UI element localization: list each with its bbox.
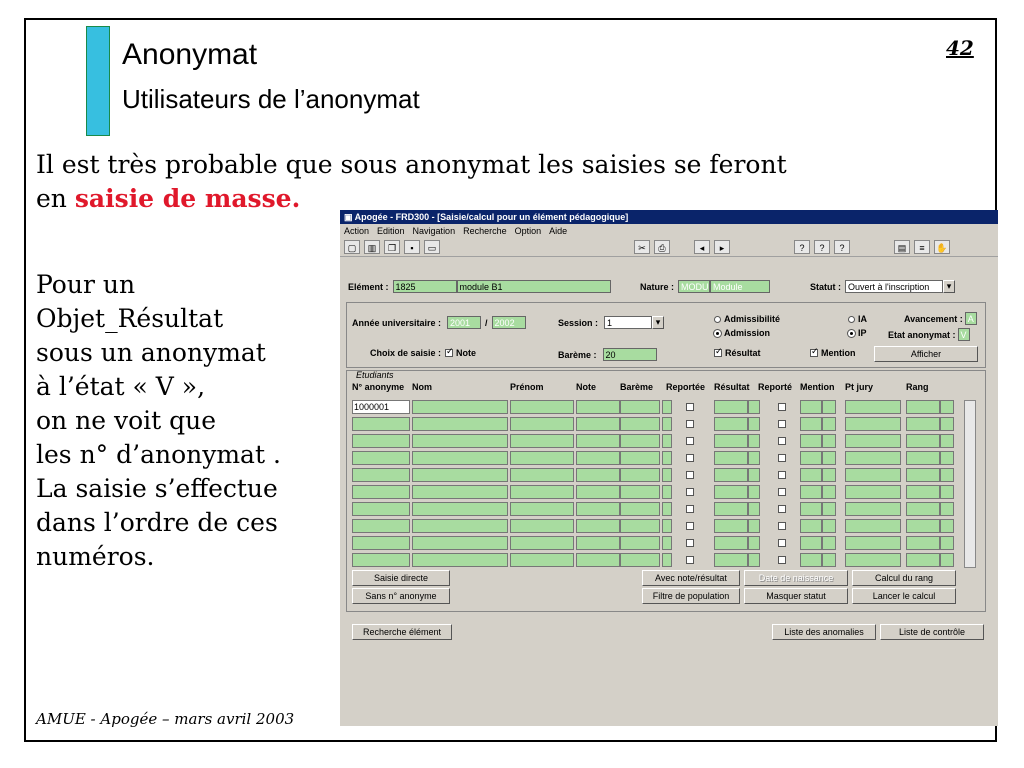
grid-cell[interactable] [940,553,954,567]
grid-cell[interactable] [576,485,620,499]
menu-navigation[interactable]: Navigation [412,226,456,236]
row-checkbox[interactable] [778,437,786,445]
grid-cell[interactable] [800,536,822,550]
grid-cell[interactable] [845,536,901,550]
grid-cell[interactable] [714,502,748,516]
grid-cell[interactable] [822,485,836,499]
grid-cell[interactable] [576,536,620,550]
grid-cell[interactable] [800,417,822,431]
grid-cell[interactable] [576,468,620,482]
grid-cell[interactable] [412,468,508,482]
grid-cell[interactable] [845,485,901,499]
radio-icon[interactable] [848,330,855,337]
grid-cell[interactable] [412,536,508,550]
grid-cell[interactable] [748,553,760,567]
grid-cell[interactable] [714,468,748,482]
grid-cell[interactable] [906,468,940,482]
nature-name-field: Module [710,280,770,293]
list-icon[interactable]: ≡ [914,240,930,254]
grid-cell[interactable] [822,468,836,482]
admission-option[interactable] [714,328,770,338]
grid-cell[interactable] [748,536,760,550]
liste-anomalies-button[interactable]: Liste des anomalies [772,624,876,640]
grid-cell[interactable] [620,468,660,482]
grid-cell[interactable] [940,468,954,482]
radio-icon[interactable] [848,316,855,323]
grid-cell[interactable] [620,400,660,414]
grid-cell[interactable] [352,417,410,431]
menu-recherche[interactable]: Recherche [463,226,507,236]
row-checkbox[interactable] [778,539,786,547]
bareme-field[interactable]: 20 [603,348,657,361]
grid-cell[interactable] [800,451,822,465]
help3-icon[interactable]: ? [834,240,850,254]
etudiants-label: Etudiants [356,370,394,380]
grid-cell[interactable] [800,434,822,448]
grid-cell[interactable] [510,485,574,499]
avancement-row [904,312,977,325]
body-line: dans l’ordre de ces [36,508,278,537]
radio-icon[interactable] [714,330,721,337]
ip-option[interactable] [848,328,867,338]
grid-cell[interactable] [662,434,672,448]
app-titlebar [340,210,998,224]
col-nom: Nom [412,382,432,392]
body-line: La saisie s’effectue [36,474,278,503]
grid-cell[interactable] [906,400,940,414]
save-icon[interactable]: ▪ [404,240,420,254]
grid-cell[interactable] [845,468,901,482]
row-checkbox[interactable] [686,522,694,530]
copy-icon[interactable]: ❐ [384,240,400,254]
grid-cell[interactable] [940,400,954,414]
body-line: on ne voit que [36,406,217,435]
grid-cell[interactable] [822,451,836,465]
col-resultat: Résultat [714,382,750,392]
grid-cell[interactable] [906,519,940,533]
checkbox-note[interactable] [445,349,453,357]
grid-cell[interactable] [510,468,574,482]
grid-cell[interactable] [822,400,836,414]
admission-label: Admission [724,328,771,338]
tools-icon[interactable]: ✂ [634,240,650,254]
grid-cell[interactable] [662,553,672,567]
grid-cell[interactable] [352,536,410,550]
admissibilite-option[interactable] [714,314,780,324]
grid-cell[interactable] [510,434,574,448]
grid-cell[interactable] [940,519,954,533]
grid-cell[interactable] [576,417,620,431]
menu-edition[interactable]: Edition [377,226,405,236]
grid-cell[interactable] [620,502,660,516]
row-checkbox[interactable] [686,539,694,547]
grid-cell[interactable] [352,485,410,499]
grid-cell[interactable] [940,536,954,550]
row-checkbox[interactable] [778,488,786,496]
grid-cell[interactable] [822,417,836,431]
help2-icon[interactable]: ? [814,240,830,254]
annee-label: Année universitaire : [352,317,442,328]
grid-cell[interactable] [906,417,940,431]
grid-cell[interactable] [510,417,574,431]
statut-label: Statut : [810,281,841,292]
grid-cell[interactable] [800,553,822,567]
menu-option[interactable]: Option [514,226,542,236]
col-anonyme: N° anonyme [352,382,405,392]
body-line: Pour un [36,270,136,299]
etat-field: V [958,328,970,341]
body-text [36,268,281,574]
session-label: Session : [558,317,599,328]
body-line: sous un anonymat [36,338,266,367]
grid-cell[interactable] [662,502,672,516]
row-checkbox[interactable] [686,420,694,428]
grid-cell[interactable] [510,502,574,516]
nature-code-field: MODU [678,280,710,293]
grid-cell[interactable] [714,553,748,567]
grid-cell[interactable] [748,485,760,499]
grid-cell[interactable] [822,502,836,516]
grid-cell[interactable] [510,553,574,567]
form-icon[interactable]: ▭ [424,240,440,254]
body-line: numéros. [36,542,155,571]
saisie-directe-button[interactable]: Saisie directe [352,570,450,586]
annee-from-field: 2001 [447,316,481,329]
grid-cell[interactable] [940,434,954,448]
liste-controle-button[interactable]: Liste de contrôle [880,624,984,640]
row-checkbox[interactable] [778,522,786,530]
col-ptjury: Pt jury [845,382,874,392]
help-icon[interactable]: ? [794,240,810,254]
etat-label: Etat anonymat : [888,329,956,340]
lancer-calcul-button[interactable]: Lancer le calcul [852,588,956,604]
grid-cell[interactable] [412,434,508,448]
grid-cell[interactable] [412,400,508,414]
grid-cell[interactable] [352,434,410,448]
menu-aide[interactable]: Aide [549,226,568,236]
row-checkbox[interactable] [686,488,694,496]
grid-cell[interactable] [412,485,508,499]
session-select[interactable]: 1 [604,316,652,329]
bareme-row [558,348,657,361]
col-bareme: Barème [620,382,654,392]
grid-cell[interactable] [940,417,954,431]
grid-scrollbar[interactable] [964,400,976,568]
grid-cell[interactable] [576,434,620,448]
resultat-option[interactable] [714,348,761,358]
intro-text [36,148,787,216]
window-title: Apogée - FRD300 - [Saisie/calcul pour un élément pédagogique] [354,212,629,222]
intro-highlight: saisie de masse. [74,184,301,213]
grid-cell[interactable] [845,434,901,448]
col-rang: Rang [906,382,929,392]
grid-cell[interactable] [748,519,760,533]
choix-note-label: Note [456,348,477,358]
grid-cell[interactable] [662,485,672,499]
grid-cell[interactable] [906,502,940,516]
row-checkbox[interactable] [778,471,786,479]
grid-cell[interactable] [576,400,620,414]
grid-cell[interactable] [620,417,660,431]
row-checkbox[interactable] [686,403,694,411]
mention-label: Mention [821,348,856,358]
app-icon: ▣ [344,212,355,222]
col-note: Note [576,382,596,392]
masquer-statut-button[interactable]: Masquer statut [744,588,848,604]
grid-cell[interactable] [714,434,748,448]
grid-cell[interactable] [714,417,748,431]
col-prenom: Prénom [510,382,544,392]
grid-cell[interactable] [822,553,836,567]
avancement-field: A [965,312,977,325]
grid-cell[interactable] [662,468,672,482]
calc-icon[interactable]: ▤ [894,240,910,254]
choix-label: Choix de saisie : [370,348,442,358]
grid-cell[interactable] [748,417,760,431]
grid-cell[interactable] [662,400,672,414]
grid-cell[interactable] [714,400,748,414]
grid-cell[interactable] [822,434,836,448]
afficher-button[interactable]: Afficher [874,346,978,362]
grid-cell[interactable] [620,485,660,499]
col-reportee: Reportée [666,382,706,392]
grid-cell[interactable] [662,519,672,533]
sans-anonyme-button[interactable]: Sans n° anonyme [352,588,450,604]
mention-option[interactable] [810,348,856,358]
grid-cell[interactable] [662,417,672,431]
col-mention: Mention [800,382,835,392]
row-checkbox[interactable] [686,505,694,513]
grid-cell[interactable] [748,451,760,465]
annee-row [352,316,526,329]
delete-icon[interactable]: ▥ [364,240,380,254]
grid-cell[interactable] [412,502,508,516]
grid-cell[interactable] [510,519,574,533]
new-icon[interactable]: ▢ [344,240,360,254]
body-line: les n° d’anonymat . [36,440,281,469]
avancement-label: Avancement : [904,313,963,324]
grid-cell[interactable] [906,485,940,499]
menubar [340,224,998,238]
grid-cell[interactable] [800,468,822,482]
grid-cell[interactable] [845,451,901,465]
row-checkbox[interactable] [778,420,786,428]
statut-select[interactable]: Ouvert à l'inscription [845,280,943,293]
grid-cell[interactable] [352,519,410,533]
checkbox-resultat[interactable] [714,349,722,357]
grid-cell[interactable] [576,519,620,533]
calcul-rang-button[interactable]: Calcul du rang [852,570,956,586]
grid-cell[interactable] [845,519,901,533]
filtre-button[interactable]: Filtre de population [642,588,740,604]
grid-cell[interactable] [412,553,508,567]
annee-to-field: 2002 [492,316,526,329]
app-window [340,210,998,726]
statut-row [810,280,955,293]
checkbox-mention[interactable] [810,349,818,357]
ia-option[interactable] [848,314,867,324]
grid-cell[interactable] [714,485,748,499]
intro-prefix: en [36,184,75,213]
grid-cell[interactable] [748,502,760,516]
grid-cell[interactable] [620,536,660,550]
slide-subtitle: Utilisateurs de l’anonymat [122,84,420,114]
grid-cell[interactable] [748,468,760,482]
grid-cell[interactable] [800,400,822,414]
row-checkbox[interactable] [686,437,694,445]
row-checkbox[interactable] [778,505,786,513]
admissibilite-label: Admissibilité [724,314,781,324]
grid-cell[interactable] [662,451,672,465]
grid-cell[interactable] [940,502,954,516]
grid-cell[interactable] [822,519,836,533]
grid-cell[interactable] [906,536,940,550]
grid-cell[interactable] [510,400,574,414]
element-code-field[interactable]: 1825 [393,280,457,293]
body-line: à l’état « V », [36,372,206,401]
grid-cell[interactable] [800,519,822,533]
ip-label: IP [858,328,867,338]
grid-cell[interactable] [412,417,508,431]
row-checkbox[interactable] [686,471,694,479]
grid-cell[interactable] [510,451,574,465]
grid-cell[interactable] [800,485,822,499]
grid-cell[interactable] [714,451,748,465]
element-label: Elément : [348,281,389,292]
choix-row [370,348,476,358]
bareme-label: Barème : [558,349,597,360]
grid-cell[interactable] [620,434,660,448]
next-icon[interactable]: ▸ [714,240,730,254]
session-row [558,316,664,329]
grid-cell[interactable] [906,553,940,567]
ia-label: IA [858,314,867,324]
menu-action[interactable]: Action [344,226,370,236]
nature-row [640,280,770,293]
row-checkbox[interactable] [778,556,786,564]
grid-cell[interactable] [352,451,410,465]
annee-separator: / [485,317,488,328]
accent-bar [86,26,110,136]
grid-cell[interactable]: 1000001 [352,400,410,414]
grid-cell[interactable] [906,451,940,465]
grid-cell[interactable] [800,502,822,516]
grid-cell[interactable] [352,502,410,516]
page-number: 42 [946,36,974,60]
grid-cell[interactable] [845,417,901,431]
etat-row [888,328,970,341]
grid-cell[interactable] [748,434,760,448]
grid-cell[interactable] [412,451,508,465]
grid-cell[interactable] [940,451,954,465]
chevron-down-icon[interactable]: ▾ [943,280,955,293]
resultat-label: Résultat [725,348,761,358]
grid-cell[interactable] [714,536,748,550]
grid-cell[interactable] [576,502,620,516]
grid-cell[interactable] [906,434,940,448]
grid-cell[interactable] [714,519,748,533]
grid-cell[interactable] [620,553,660,567]
hand-icon[interactable]: ✋ [934,240,950,254]
grid-cell[interactable] [620,519,660,533]
intro-line-1: Il est très probable que sous anonymat les saisies se feront [36,150,787,179]
grid-cell[interactable] [352,468,410,482]
grid-cell[interactable] [510,536,574,550]
row-checkbox[interactable] [686,454,694,462]
grid-cell[interactable] [352,553,410,567]
print-icon[interactable]: ⎙ [654,240,670,254]
body-line: Objet_Résultat [36,304,224,333]
col-reporte: Reporté [758,382,793,392]
chevron-down-icon[interactable]: ▾ [652,316,664,329]
grid-cell[interactable] [412,519,508,533]
grid-cell[interactable] [845,502,901,516]
row-checkbox[interactable] [778,403,786,411]
row-checkbox[interactable] [778,454,786,462]
grid-cell[interactable] [940,485,954,499]
grid-cell[interactable] [576,553,620,567]
toolbar [340,238,998,257]
element-row [348,280,611,293]
row-checkbox[interactable] [686,556,694,564]
slide-title: Anonymat [122,38,258,71]
grid-cell[interactable] [845,553,901,567]
grid-cell[interactable] [845,400,901,414]
recherche-element-button[interactable]: Recherche élément [352,624,452,640]
nature-label: Nature : [640,281,675,292]
element-name-field[interactable]: module B1 [457,280,611,293]
grid-cell[interactable] [662,536,672,550]
avec-note-button[interactable]: Avec note/résultat [642,570,740,586]
radio-icon[interactable] [714,316,721,323]
grid-cell[interactable] [620,451,660,465]
footer: AMUE - Apogée – mars avril 2003 [36,710,295,728]
grid-cell[interactable] [822,536,836,550]
grid-cell[interactable] [576,451,620,465]
prev-icon[interactable]: ◂ [694,240,710,254]
grid-cell[interactable] [748,400,760,414]
date-naissance-button: Date de naissance [744,570,848,586]
